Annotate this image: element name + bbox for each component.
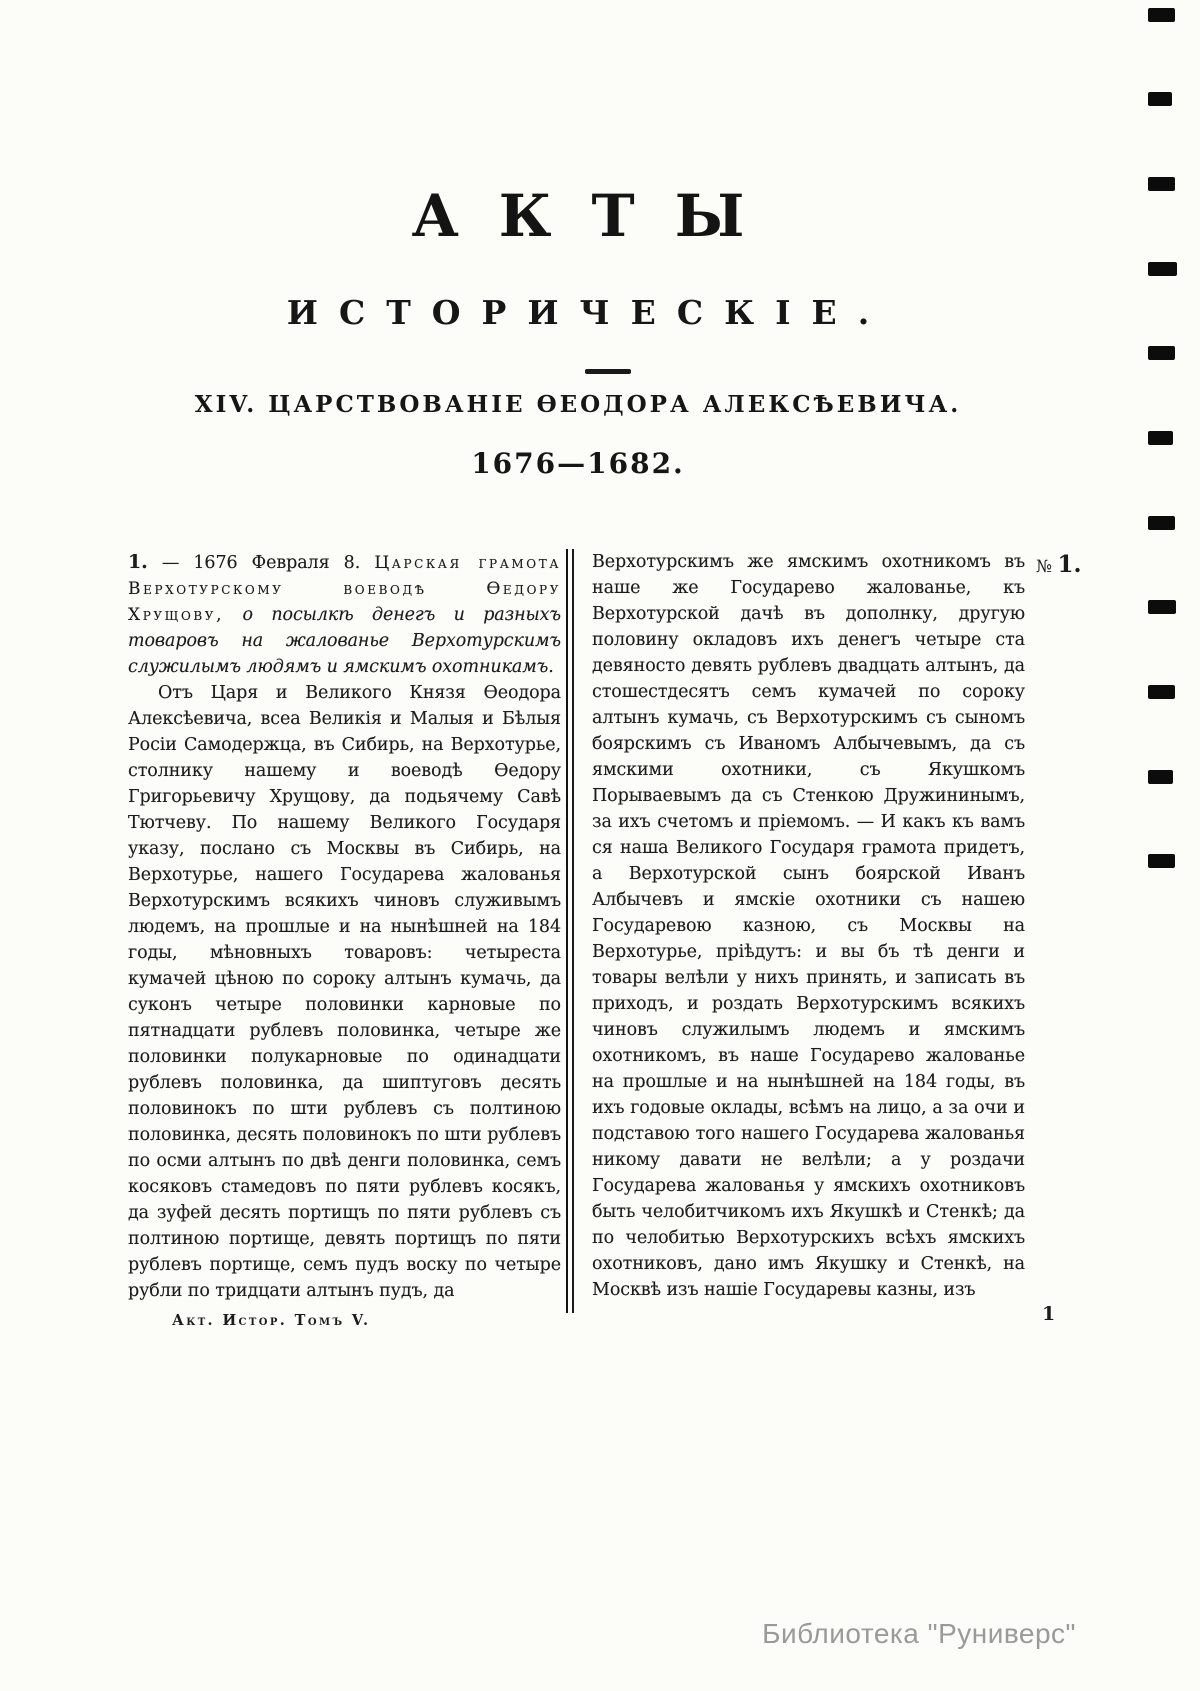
book-subtitle: ИСТОРИЧЕСКІЕ. xyxy=(286,293,891,332)
entry-number-margin: 1. xyxy=(1057,551,1082,578)
left-column-body: Отъ Царя и Великого Князя Ѳеодора Алексѣевича, всеа Великія и Малыя и Бѣлыя Росіи Самодержца, въ Сибирь, на Верхотурье, столнику нашему и воеводѣ Ѳедору Григорьевичу Хрущову, да подьячему Савѣ Тютчеву. По нашему Великого Государя указу, послано съ Москвы въ Сибирь, на Верхотурье, нашего Государева жалованья Верхотурскимъ всякихъ чиновъ служивымъ людемъ, на прошлые и на нынѣшней на 184 годы, мѣновныхъ товаровъ: четыреста кумачей цѣною по сороку алтынъ кумачь, да суконъ четыре половинки карновые по пятнадцати рублевъ половинка, четыре же половинки полукарновые по одинадцати рублевъ половинка, да шиптуговъ десять половинокъ по шти рублевъ съ полтиною половинка, десять половинокъ по шти рублевъ по осми алтынъ по двѣ денги половинка, семъ косяковъ стамедовъ по пяти рублевъ косякъ, да зуфей десять портищъ по пяти рублевъ съ полтиною портище, девять портищъ по пяти рублевъ портище, семъ пудъ воску по четыре рубли по тридцати алтынъ пудъ, да xyxy=(128,683,561,1301)
entry-date: — 1676 Февраля 8. xyxy=(161,553,361,573)
entry-title-caps: Царская грамота Верхотурскому воеводѣ Ѳедору Хрущову, xyxy=(128,553,562,625)
margin-entry-number xyxy=(1036,551,1082,578)
section-years: 1676—1682. xyxy=(471,447,685,480)
volume-signature: Акт. Истор. Томъ V. xyxy=(172,1312,371,1329)
left-column xyxy=(128,549,561,1304)
watermark-text: Библиотека "Руниверс" xyxy=(762,1618,1076,1649)
entry-number: 1. xyxy=(128,551,148,573)
entry-heading xyxy=(128,549,561,680)
right-column-body: Верхотурскимъ же ямскимъ охотникомъ въ наше же Государево жалованье, къ Верхотурской дачѣ въ дополнку, другую половину окладовъ ихъ денегъ четыре ста девяносто девять рублевъ двадцать алтынъ, да стошестдесятъ семъ кумачей по сороку алтынъ кумачь, съ Верхотурскимъ съ сыномъ боярскимъ съ Иваномъ Албычевымъ, да съ ямскими охотники, съ Якушкомъ Порываевымъ да съ Стенкою Дружининымъ, за ихъ счетомъ и пріемомъ. — И какъ къ вамъ ся наша Великого Государя грамота придетъ, а Верхотурской сынъ боярской Иванъ Албычевъ и ямскіе охотники съ нашею Государевою казною, съ Москвы на Верхотурье, пріѣдутъ: и вы бъ тѣ денги и товары велѣли у нихъ принять, и записать въ приходъ, и роздать Верхотурскимъ всякихъ чиновъ служилымъ людемъ и ямскимъ охотникомъ, въ наше Государево жалованье на прошлые и на нынѣшней на 184 годы, въ ихъ годовые оклады, всѣмъ на лицо, а за очи и подставою того нашего Государева жалованья никому давати не велѣли; а у роздачи Государева жалованья у ямскихъ охотниковъ быть челобитчикомъ ихъ Якушкѣ и Стенкѣ; да по челобитью Верхотурскихъ всѣхъ ямскихъ охотниковъ, дано имъ Якушку и Стенкѣ, на Москвѣ изъ нашіе Государевы казны, изъ xyxy=(592,552,1025,1300)
column-divider-rule xyxy=(566,549,574,1313)
section-heading: XIV. ЦАРСТВОВАНІЕ ѲЕОДОРА АЛЕКСѢЕВИЧА. xyxy=(194,391,962,418)
numero-sign: № xyxy=(1036,557,1053,577)
right-column xyxy=(592,549,1025,1303)
title-divider-rule xyxy=(585,369,631,374)
page-number: 1 xyxy=(1042,1303,1056,1325)
book-title: АКТЫ xyxy=(411,182,785,250)
entry-title-italic: о посылкѣ денегъ и разныхъ товаровъ на жалованье Верхотурскимъ служилымъ людямъ и ямскимъ охотникамъ. xyxy=(128,605,561,677)
